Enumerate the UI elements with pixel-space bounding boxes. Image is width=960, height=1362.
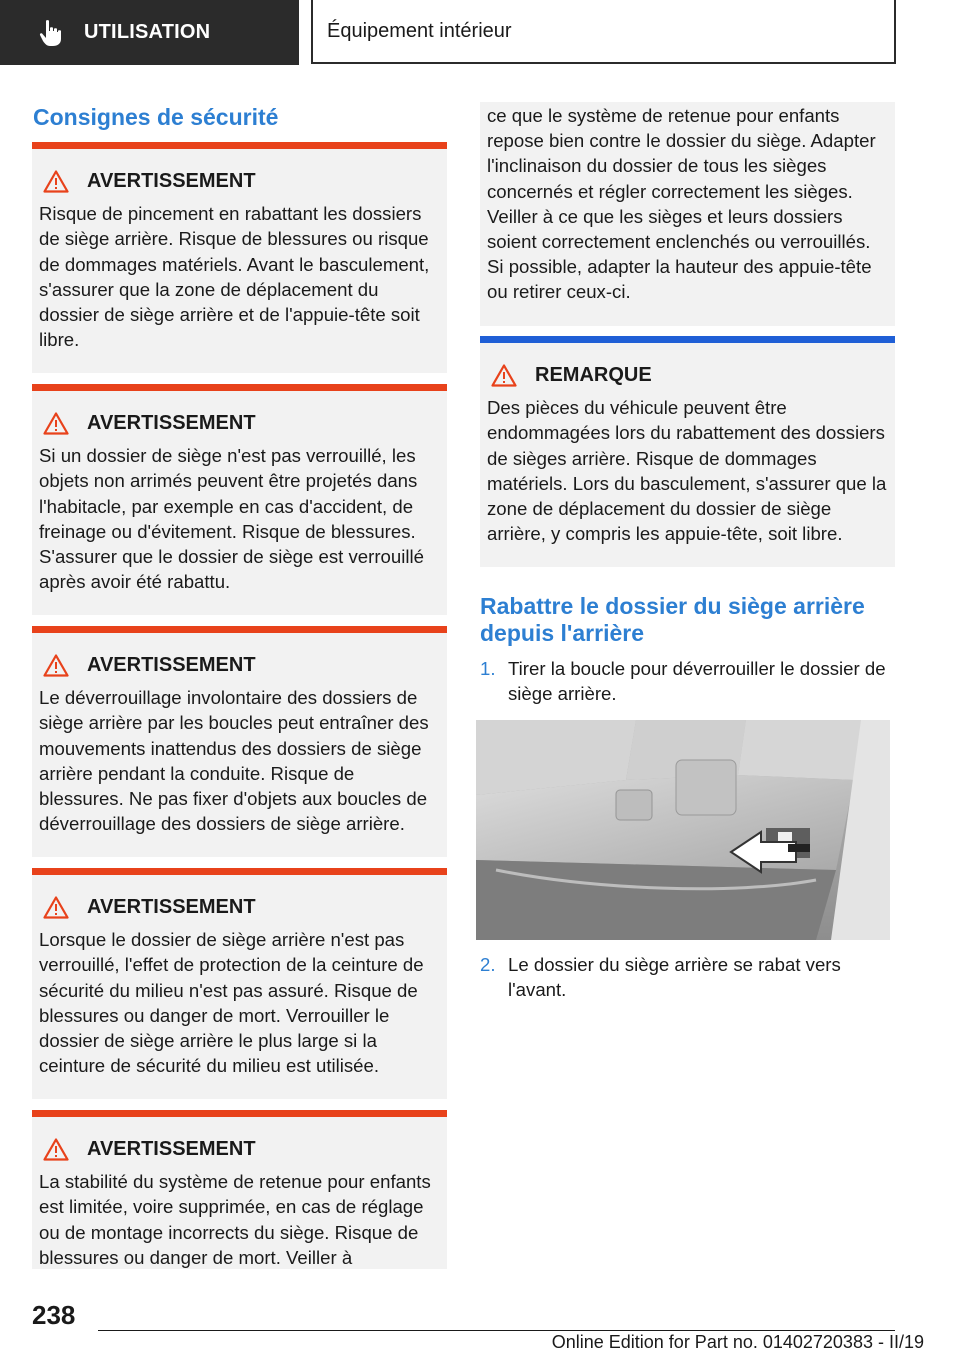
warning-text: Le déverrouillage involontaire des dossiers de siège arrière par les boucles peut entraîner des mouvements inattendus des dossiers de siège arrière pendant la conduite. Risque de blessures. Ne pas fixer d'objets aux boucles de déverrouillage des dossiers de siège arrière. bbox=[39, 687, 429, 835]
warning-label: AVERTISSEMENT bbox=[87, 896, 256, 918]
warning-header bbox=[43, 895, 439, 920]
chapter-label: Équipement intérieur bbox=[327, 19, 512, 42]
warning-label: AVERTISSEMENT bbox=[87, 412, 256, 434]
warning-continuation bbox=[480, 102, 895, 326]
edition-label: Online Edition for Part no. 01402720383 - II/19 bbox=[551, 1332, 924, 1352]
step-number: 2. bbox=[480, 954, 496, 975]
warning-triangle-icon bbox=[43, 170, 69, 193]
list-item bbox=[480, 952, 895, 1002]
note-box bbox=[480, 336, 895, 567]
warning-label: AVERTISSEMENT bbox=[87, 654, 256, 676]
warning-triangle-icon bbox=[43, 412, 69, 435]
section-title-fold-seat: Rabattre le dossier du siège arrière depuis l'arrière bbox=[480, 593, 865, 646]
continuation-text: ce que le système de retenue pour enfants repose bien contre le dossier du siège. Adapter l'inclinaison du dossier de tous les sièges concernés et régler correctement les sièges. Veiller à ce que les sièges et leurs dossiers soient correctement enclenchés ou verrouillés. Si possible, adapter la hauteur des appuie-tête ou retirer ceux-ci. bbox=[487, 105, 876, 303]
warning-box bbox=[32, 384, 447, 615]
warning-text: Lorsque le dossier de siège arrière n'est pas verrouillé, l'effet de protection de la ceinture de sécurité du milieu n'est pas assuré. Risque de blessures ou danger de mort. Verrouiller le dossier de siège arrière le plus large si la ceinture de sécurité du milieu est utilisée. bbox=[39, 929, 424, 1077]
warning-text: La stabilité du système de retenue pour enfants est limitée, voire supprimée, en cas de réglage ou de montage incorrects du siège. Risque de blessures ou danger de mort. Veiller à bbox=[39, 1171, 431, 1268]
warning-box bbox=[32, 626, 447, 857]
hand-pointer-icon bbox=[38, 19, 64, 47]
step-number: 1. bbox=[480, 658, 496, 679]
warning-triangle-icon bbox=[43, 654, 69, 677]
warning-label: AVERTISSEMENT bbox=[87, 1138, 256, 1160]
warning-text: Si un dossier de siège n'est pas verrouillé, les objets non arrimés peuvent être projetés dans l'habitacle, par exemple en cas d'accident, de freinage ou d'évitement. Risque de blessures. S'assurer que le dossier de siège est verrouillé après avoir été rabattu. bbox=[39, 445, 424, 593]
warning-text: Risque de pincement en rabattant les dossiers de siège arrière. Risque de blessures ou risque de dommages matériels. Avant le basculement, s'assurer que la zone de déplacement du dossier de siège arrière et de l'appuie-tête soit libre. bbox=[39, 203, 430, 351]
header-section-tab bbox=[0, 0, 299, 65]
caution-triangle-icon bbox=[491, 364, 517, 387]
list-item bbox=[480, 656, 895, 706]
section-label: UTILISATION bbox=[84, 21, 211, 43]
warning-triangle-icon bbox=[43, 896, 69, 919]
note-header bbox=[491, 363, 887, 388]
warning-box bbox=[32, 142, 447, 373]
warning-label: AVERTISSEMENT bbox=[87, 170, 256, 192]
section-title-safety: Consignes de sécurité bbox=[33, 104, 279, 130]
step-text: Le dossier du siège arrière se rabat vers l'avant. bbox=[508, 954, 841, 1001]
warning-box bbox=[32, 868, 447, 1099]
rear-seat-photo bbox=[476, 720, 890, 940]
page-number: 238 bbox=[32, 1300, 76, 1330]
note-text: Des pièces du véhicule peuvent être endommagées lors du rabattement des dossiers de sièges arrière. Risque de dommages matériels. Lors du basculement, s'assurer que la zone de déplacement du dossier de siège arrière, y compris les appuie-tête, soit libre. bbox=[487, 397, 887, 545]
footer-divider bbox=[98, 1330, 895, 1331]
note-label: REMARQUE bbox=[535, 364, 652, 386]
warning-header bbox=[43, 653, 439, 678]
warning-box bbox=[32, 1110, 447, 1269]
header-chapter-tab bbox=[311, 0, 896, 64]
warning-triangle-icon bbox=[43, 1138, 69, 1161]
seat-release-illustration bbox=[476, 720, 890, 940]
warning-header bbox=[43, 411, 439, 436]
step-text: Tirer la boucle pour déverrouiller le dossier de siège arrière. bbox=[508, 658, 886, 705]
warning-header bbox=[43, 1137, 439, 1162]
warning-header bbox=[43, 169, 439, 194]
